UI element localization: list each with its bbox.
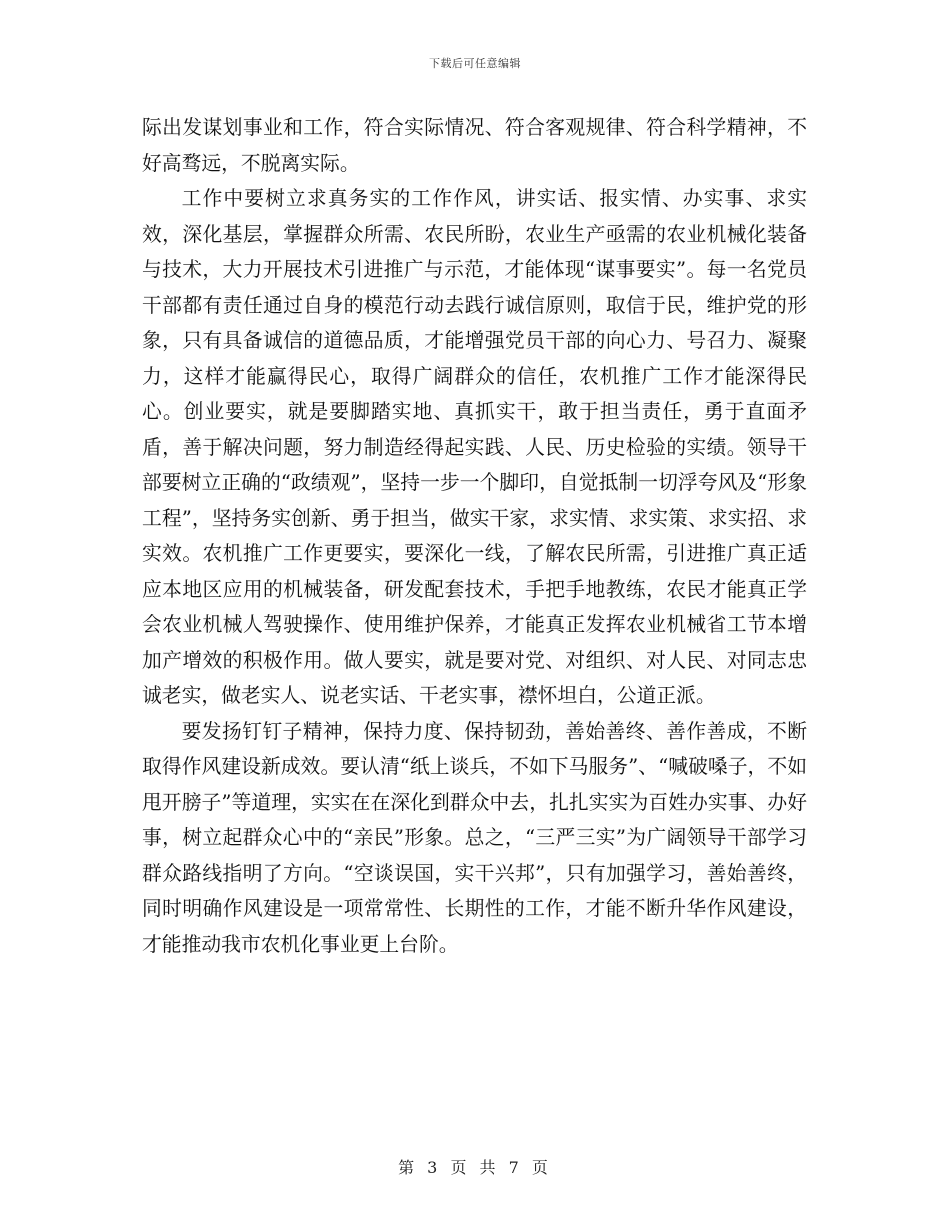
paragraph-continued: 际出发谋划事业和工作，符合实际情况、符合客观规律、符合科学精神，不好高骛远，不脱离实际。: [142, 116, 807, 175]
paragraph-conclusion: 要发扬钉钉子精神，保持力度、保持韧劲，善始善终、善作善成，不断取得作风建设新成效。要认清“纸上谈兵，不如下马服务”、“喊破嗓子，不如甩开膀子”等道理，实实在在深化到群众中去，扎扎实实为百姓办实事、办好事，树立起群众心中的“亲民”形象。总之，“三严三实”为广阔领导干部学习群众路线指明了方向。“空谈误国，实干兴邦”，只有加强学习，善始善终，同时明确作风建设是一项常常性、长期性的工作，才能不断升华作风建设，才能推动我市农机化事业更上台阶。: [142, 719, 807, 956]
paragraph-work-style: 工作中要树立求真务实的工作作风，讲实话、报实情、办实事、求实效，深化基层，掌握群众所需、农民所盼，农业生产亟需的农业机械化装备与技术，大力开展技术引进推广与示范，才能体现“谋事要实”。每一名党员干部都有责任通过自身的模范行动去践行诚信原则，取信于民，维护党的形象，只有具备诚信的道德品质，才能增强党员干部的向心力、号召力、凝聚力，这样才能赢得民心，取得广阔群众的信任，农机推广工作才能深得民心。创业要实，就是要脚踏实地、真抓实干，敢于担当责任，勇于直面矛盾，善于解决问题，努力制造经得起实践、人民、历史检验的实绩。领导干部要树立正确的“政绩观”，坚持一步一个脚印，自觉抵制一切浮夸风及“形象工程”，坚持务实创新、勇于担当，做实干家，求实情、求实策、求实招、求实效。农机推广工作更要实，要深化一线，了解农民所需，引进推广真正适应本地区应用的机械装备，研发配套技术，手把手地教练，农民才能真正学会农业机械人驾驶操作、使用维护保养，才能真正发挥农业机械省工节本增加产增效的积极作用。做人要实，就是要对党、对组织、对人民、对同志忠诚老实，做老实人、说老实话、干老实事，襟怀坦白，公道正派。: [142, 187, 807, 707]
page-number-footer: 第 3 页 共 7 页: [398, 1158, 552, 1177]
document-body: [142, 110, 807, 962]
page-header-note: 下载后可任意编辑: [429, 57, 521, 70]
